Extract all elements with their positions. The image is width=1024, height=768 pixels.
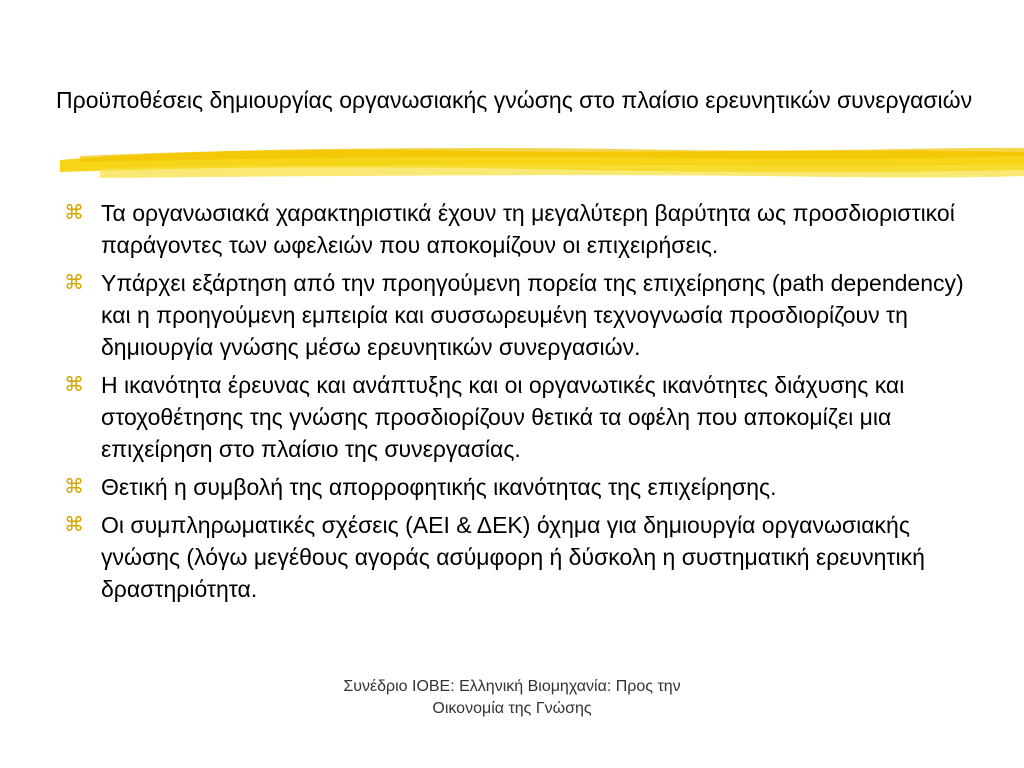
command-key-icon: ⌘ [64, 514, 84, 536]
bullet-item [60, 509, 980, 605]
slide-footer: Συνέδριο ΙΟΒΕ: Ελληνική Βιομηχανία: Προς την Οικονομία της Γνώσης [343, 678, 681, 717]
bullet-text: Οι συμπληρωματικές σχέσεις (ΑΕΙ & ΔΕΚ) όχημα για δημιουργία οργανωσιακής γνώσης (λόγω μεγέθους αγοράς ασύμφορη ή δύσκολη η συστηματική ερευνητική δραστηριότητα. [101, 512, 925, 602]
bullet-text: Θετική η συμβολή της απορροφητικής ικανότητας της επιχείρησης. [101, 474, 777, 500]
bullet-text: Τα οργανωσιακά χαρακτηριστικά έχουν τη μεγαλύτερη βαρύτητα ως προσδιοριστικοί παράγοντες των ωφελειών που αποκομίζουν οι επιχειρήσεις. [101, 200, 955, 258]
bullet-item [60, 471, 980, 503]
bullet-list [60, 197, 980, 611]
bullet-item [60, 197, 980, 261]
command-key-icon: ⌘ [64, 476, 84, 498]
command-key-icon: ⌘ [64, 374, 84, 396]
bullet-item [60, 267, 980, 363]
bullet-text: Η ικανότητα έρευνας και ανάπτυξης και οι οργανωτικές ικανότητες διάχυσης και στοχοθέτησης της γνώσης προσδιορίζουν θετικά τα οφέλη που αποκομίζει μια επιχείρηση στο πλαίσιο της συνεργασίας. [101, 372, 905, 462]
command-key-icon: ⌘ [64, 272, 84, 294]
title-highlight-stroke [60, 138, 1024, 188]
slide-title: Προϋποθέσεις δημιουργίας οργανωσιακής γνώσης στο πλαίσιο ερευνητικών συνεργασιών [56, 87, 973, 113]
bullet-item [60, 369, 980, 465]
command-key-icon: ⌘ [64, 202, 84, 224]
bullet-text: Υπάρχει εξάρτηση από την προηγούμενη πορεία της επιχείρησης (path dependency) και η προηγούμενη εμπειρία και συσσωρευμένη τεχνογνωσία προσδιορίζουν τη δημιουργία γνώσης μέσω ερευνητικών συνεργασιών. [101, 270, 964, 360]
